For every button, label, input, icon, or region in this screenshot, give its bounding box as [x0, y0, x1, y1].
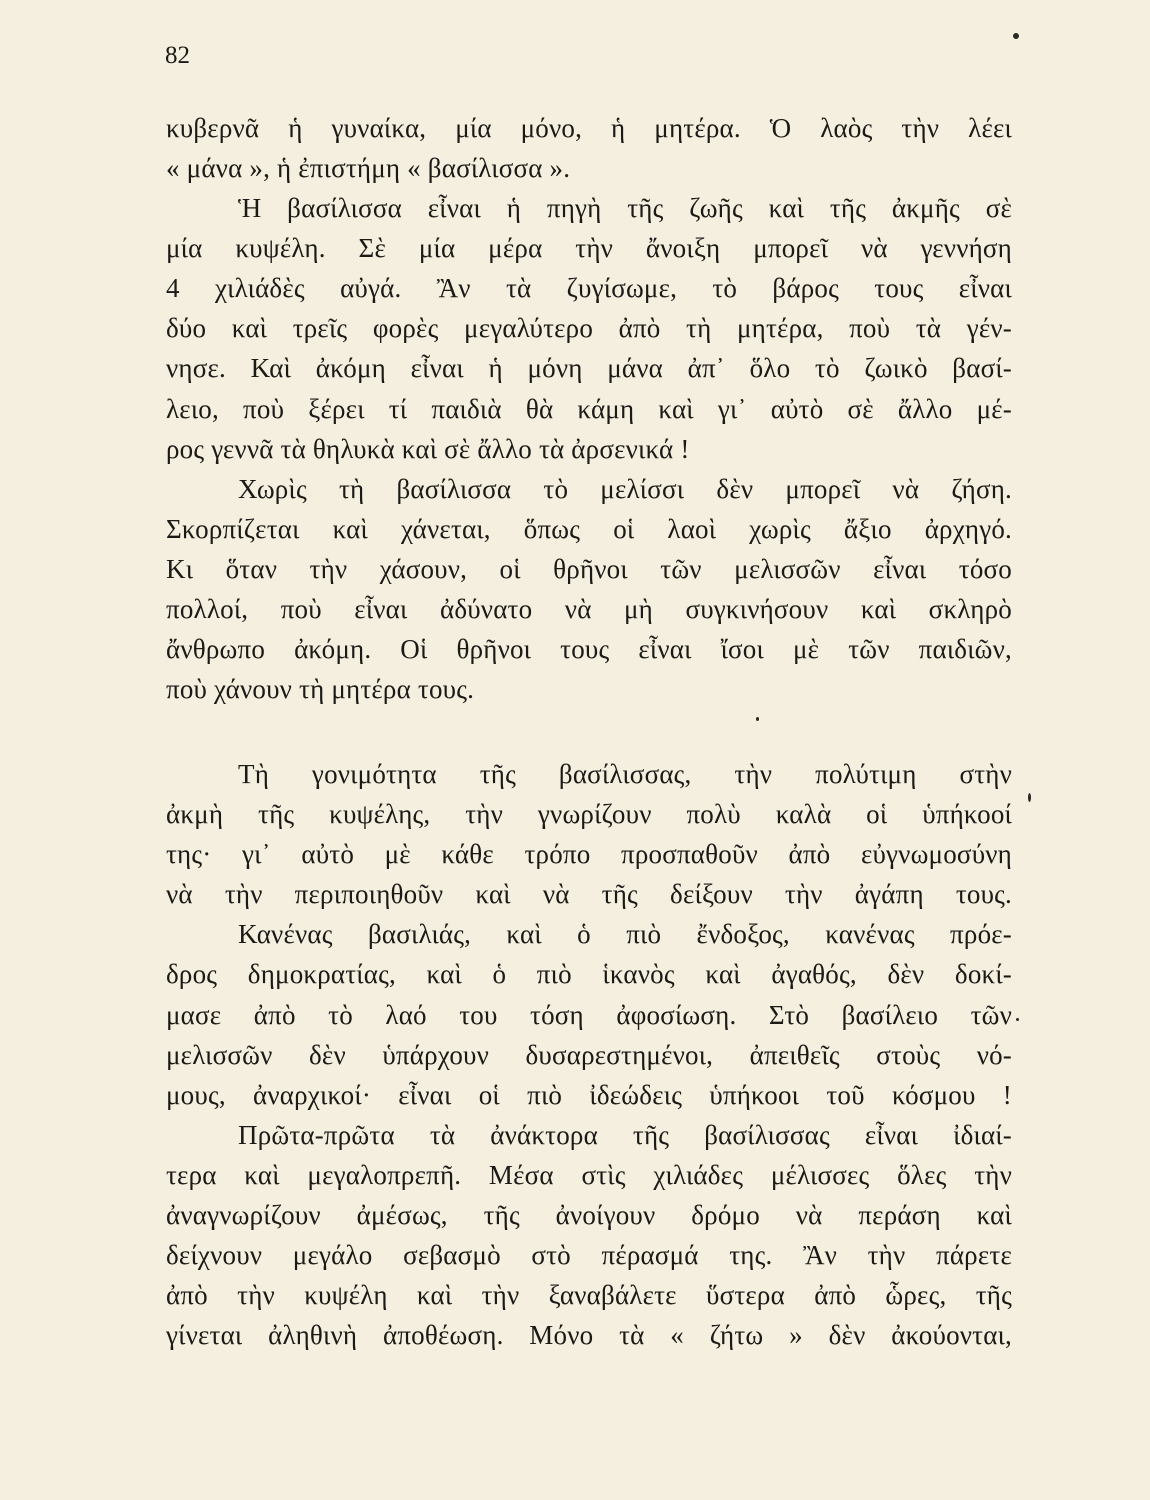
ink-speck: [1013, 33, 1019, 39]
text-line: κυβερνᾶ ἡ γυναίκα, μία μόνο, ἡ μητέρα. Ὁ λαὸς τὴν λέει: [166, 113, 1012, 143]
text-line: Πρῶτα-πρῶτα τὰ ἀνάκτορα τῆς βασίλισσας εἶναι ἰδιαί-: [238, 1120, 1012, 1150]
text-line: μία κυψέλη. Σὲ μία μέρα τὴν ἄνοιξη μπορεῖ νὰ γεννήση: [166, 233, 1012, 263]
text-line: λειο, ποὺ ξέρει τί παιδιὰ θὰ κάμη καὶ γι᾿ αὐτὸ σὲ ἄλλο μέ-: [166, 394, 1012, 424]
text-line: Κι ὅταν τὴν χάσουν, οἱ θρῆνοι τῶν μελισσῶν εἶναι τόσο: [166, 554, 1012, 584]
ink-speck: [756, 717, 759, 721]
ink-speck: [1016, 1018, 1019, 1021]
text-line: ἀπὸ τὴν κυψέλη καὶ τὴν ξαναβάλετε ὕστερα ἀπὸ ὧρες, τῆς: [166, 1280, 1012, 1310]
text-line: της· γι᾿ αὐτὸ μὲ κάθε τρόπο προσπαθοῦν ἀπὸ εὐγνωμοσύνη: [166, 839, 1012, 869]
text-line: ρος γεννᾶ τὰ θηλυκὰ καὶ σὲ ἄλλο τὰ ἀρσενικά !: [166, 434, 690, 464]
text-line: πολλοί, ποὺ εἶναι ἀδύνατο νὰ μὴ συγκινήσουν καὶ σκληρὸ: [166, 594, 1012, 624]
text-line: γίνεται ἀληθινὴ ἀποθέωση. Μόνο τὰ « ζήτω » δὲν ἀκούονται,: [166, 1320, 1012, 1350]
text-line: δρος δημοκρατίας, καὶ ὁ πιὸ ἱκανὸς καὶ ἀγαθός, δὲν δοκί-: [166, 959, 1012, 989]
text-line: μασε ἀπὸ τὸ λαό του τόση ἀφοσίωση. Στὸ βασίλειο τῶν: [166, 1000, 1012, 1030]
text-line: 4 χιλιάδὲς αὐγά. Ἂν τὰ ζυγίσωμε, τὸ βάρος τους εἶναι: [166, 273, 1012, 303]
text-line: Κανένας βασιλιάς, καὶ ὁ πιὸ ἔνδοξος, κανένας πρόε-: [238, 919, 1012, 949]
text-line: Ἡ βασίλισσα εἶναι ἡ πηγὴ τῆς ζωῆς καὶ τῆς ἀκμῆς σὲ: [238, 193, 1012, 223]
text-line: ποὺ χάνουν τὴ μητέρα τους.: [166, 674, 475, 704]
text-line: Τὴ γονιμότητα τῆς βασίλισσας, τὴν πολύτιμη στὴν: [238, 759, 1012, 789]
text-line: μους, ἀναρχικοί· εἶναι οἱ πιὸ ἰδεώδεις ὑπήκοοι τοῦ κόσμου !: [166, 1080, 1012, 1110]
text-line: νὰ τὴν περιποιηθοῦν καὶ νὰ τῆς δείξουν τὴν ἀγάπη τους.: [166, 879, 1012, 909]
ink-speck: [1028, 793, 1031, 802]
text-line: ἄνθρωπο ἀκόμη. Οἱ θρῆνοι τους εἶναι ἴσοι μὲ τῶν παιδιῶν,: [166, 634, 1012, 664]
page-number: 82: [165, 42, 190, 69]
text-line: « μάνα », ἡ ἐπιστήμη « βασίλισσα ».: [166, 153, 571, 183]
text-line: τερα καὶ μεγαλοπρεπῆ. Μέσα στὶς χιλιάδες μέλισσες ὅλες τὴν: [166, 1160, 1012, 1190]
text-line: Σκορπίζεται καὶ χάνεται, ὅπως οἱ λαοὶ χωρὶς ἄξιο ἀρχηγό.: [166, 514, 1012, 544]
text-line: νησε. Καὶ ἀκόμη εἶναι ἡ μόνη μάνα ἀπ᾿ ὅλο τὸ ζωικὸ βασί-: [166, 353, 1012, 383]
text-line: μελισσῶν δὲν ὑπάρχουν δυσαρεστημένοι, ἀπειθεῖς στοὺς νό-: [166, 1040, 1012, 1070]
text-line: δύο καὶ τρεῖς φορὲς μεγαλύτερο ἀπὸ τὴ μητέρα, ποὺ τὰ γέν-: [166, 313, 1012, 343]
text-line: Χωρὶς τὴ βασίλισσα τὸ μελίσσι δὲν μπορεῖ νὰ ζήση.: [238, 474, 1012, 504]
text-line: δείχνουν μεγάλο σεβασμὸ στὸ πέρασμά της. Ἂν τὴν πάρετε: [166, 1240, 1012, 1270]
text-line: ἀναγνωρίζουν ἀμέσως, τῆς ἀνοίγουν δρόμο νὰ περάση καὶ: [166, 1200, 1012, 1230]
text-line: ἀκμὴ τῆς κυψέλης, τὴν γνωρίζουν πολὺ καλὰ οἱ ὑπήκοοί: [166, 799, 1012, 829]
